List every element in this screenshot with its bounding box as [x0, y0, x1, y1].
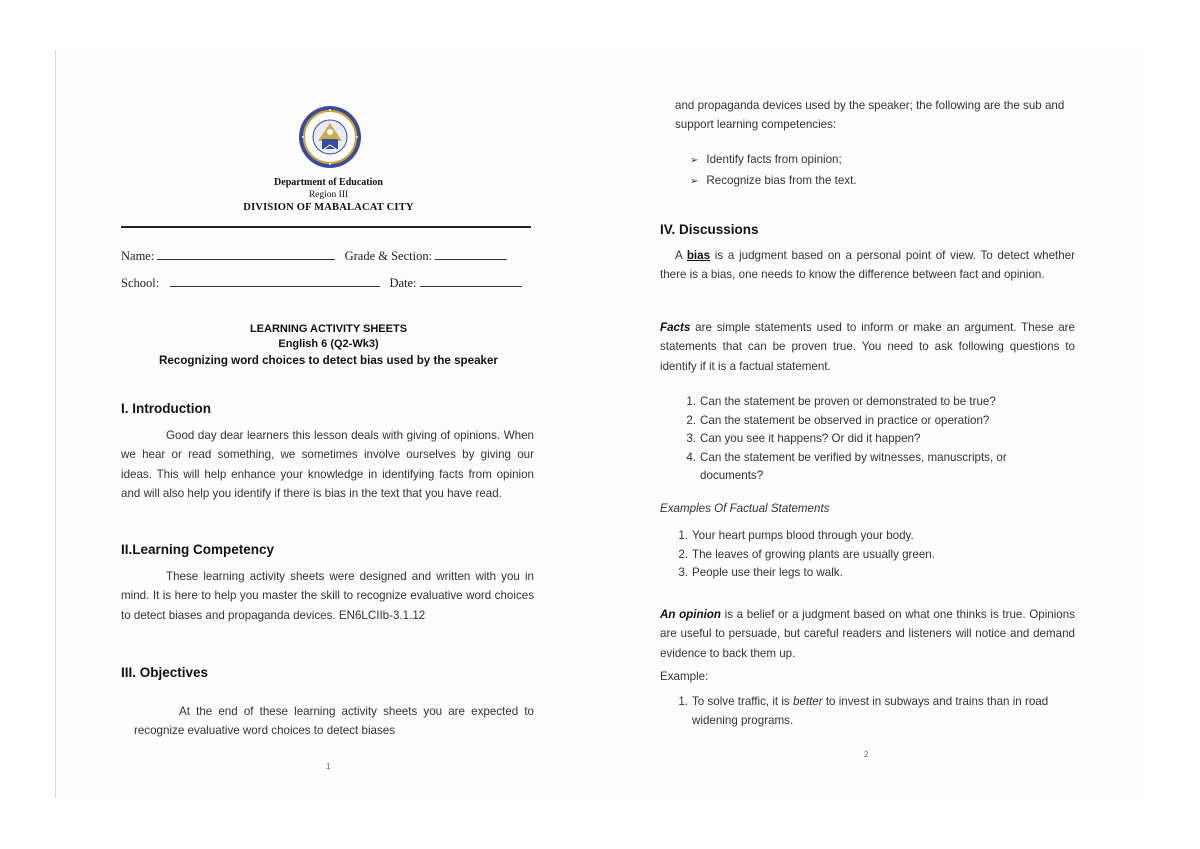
continued-text: and propaganda devices used by the speaker; the following are the sub and support learning competencies: — [675, 99, 1065, 132]
item-number: 1. — [686, 395, 696, 408]
list-item — [668, 546, 1068, 565]
facts-definition: are simple statements used to inform or make an argument. These are statements that can be proven true. You need to ask following questions to identify if it is a factual statement. — [660, 321, 1075, 373]
examples-heading: Examples Of Factual Statements — [660, 502, 830, 515]
list-item — [668, 564, 1068, 583]
department-name: Department of Education — [274, 177, 383, 188]
name-label: Name: — [121, 249, 155, 263]
school-label: School: — [121, 276, 160, 290]
item-text: People use their legs to walk. — [692, 566, 843, 579]
school-field[interactable] — [170, 277, 380, 287]
bias-prefix: A — [675, 249, 687, 262]
sheet-title: LEARNING ACTIVITY SHEETS — [249, 323, 408, 335]
opinion-example-pre: To solve traffic, it is — [692, 695, 793, 708]
opinion-paragraph — [660, 605, 1075, 663]
facts-term: Facts — [660, 321, 691, 334]
item-text: Your heart pumps blood through your body. — [692, 529, 914, 542]
bias-term: bias — [686, 249, 711, 262]
list-item — [676, 430, 1071, 449]
sheet-subject: English 6 (Q2-Wk3) — [278, 338, 379, 350]
page-number-1: 1 — [326, 762, 331, 771]
grade-section-label: Grade & Section: — [344, 249, 433, 263]
objectives-heading: III. Objectives — [121, 665, 209, 680]
item-number: 3. — [678, 566, 688, 579]
item-text: Can the statement be observed in practice or operation? — [700, 413, 990, 427]
introduction-heading: I. Introduction — [121, 401, 211, 416]
list-item — [668, 527, 1068, 546]
objectives-text: At the end of these learning activity sheets you are expected to recognize evaluative word choices to detect biases — [134, 705, 534, 738]
opinion-example-list — [668, 693, 1073, 730]
example-label: Example: — [660, 670, 709, 683]
name-field[interactable] — [157, 250, 335, 260]
opinion-example-emphasis: better — [792, 695, 823, 708]
sub-competency-list — [690, 150, 1070, 192]
competency-text: These learning activity sheets were designed and written with you in mind. It is here to help you master the skill to recognize evaluative word choices to detect biases and propaganda devices. EN6LCIIb-3.1.12 — [121, 570, 534, 622]
item-text: Can the statement be proven or demonstrated to be true? — [700, 395, 996, 408]
header-rule — [121, 226, 531, 228]
list-item: ➢ Identify facts from opinion; — [690, 150, 1070, 171]
item-number: 3. — [686, 432, 696, 445]
grade-section-field[interactable] — [435, 250, 507, 260]
list-item — [668, 693, 1073, 730]
item-number: 1. — [678, 695, 688, 708]
sheet-topic: Recognizing word choices to detect bias used by the speaker — [159, 354, 498, 367]
item-number: 4. — [686, 450, 696, 464]
competency-heading: II.Learning Competency — [121, 542, 275, 557]
page-1 — [55, 50, 600, 798]
discussions-heading: IV. Discussions — [660, 222, 759, 237]
facts-paragraph — [660, 318, 1075, 376]
deped-seal-icon — [298, 105, 362, 169]
item-text: The leaves of growing plants are usually green. — [692, 547, 935, 561]
introduction-text: Good day dear learners this lesson deals with giving of opinions. When we hear or read something, we sometimes involve ourselves by giving our ideas. This will help enhance your knowledge in identifying facts from opinion and will also help you identify if there is bias in the text that you have read. — [121, 429, 534, 501]
opinion-definition: is a belief or a judgment based on what one thinks is true. Opinions are useful to persuade, but careful readers and listeners will notice and demand evidence to back them up. — [660, 608, 1075, 660]
date-field[interactable] — [420, 277, 522, 287]
item-number: 2. — [686, 413, 696, 427]
list-item — [676, 449, 1071, 486]
examples-list — [668, 527, 1068, 583]
bias-paragraph — [660, 246, 1075, 285]
item-text — [692, 693, 1073, 730]
school-date-row — [121, 276, 531, 291]
opinion-term: An opinion — [660, 608, 721, 621]
page-number-2: 2 — [864, 750, 869, 759]
list-item — [676, 393, 1071, 412]
item-number: 2. — [678, 547, 688, 561]
name-grade-row — [121, 249, 531, 264]
item-text: Can you see it happens? Or did it happen? — [700, 432, 921, 445]
opinion-example-post: to invest in subways and trains than in road widening programs. — [692, 695, 1049, 727]
division-name: DIVISION OF MABALACAT CITY — [243, 202, 414, 213]
item-text: Can the statement be verified by witnesses, manuscripts, or documents? — [700, 450, 1007, 482]
questions-list — [676, 393, 1071, 486]
page-2 — [600, 50, 1140, 798]
list-item — [676, 412, 1071, 431]
item-number: 1. — [678, 529, 688, 542]
bias-definition: is a judgment based on a personal point of view. To detect whether there is a bias, one needs to know the difference between fact and opinion. — [660, 249, 1075, 282]
region-name: Region III — [308, 190, 349, 200]
list-item: ➢ Recognize bias from the text. — [690, 171, 1070, 192]
date-label: Date: — [389, 276, 417, 290]
